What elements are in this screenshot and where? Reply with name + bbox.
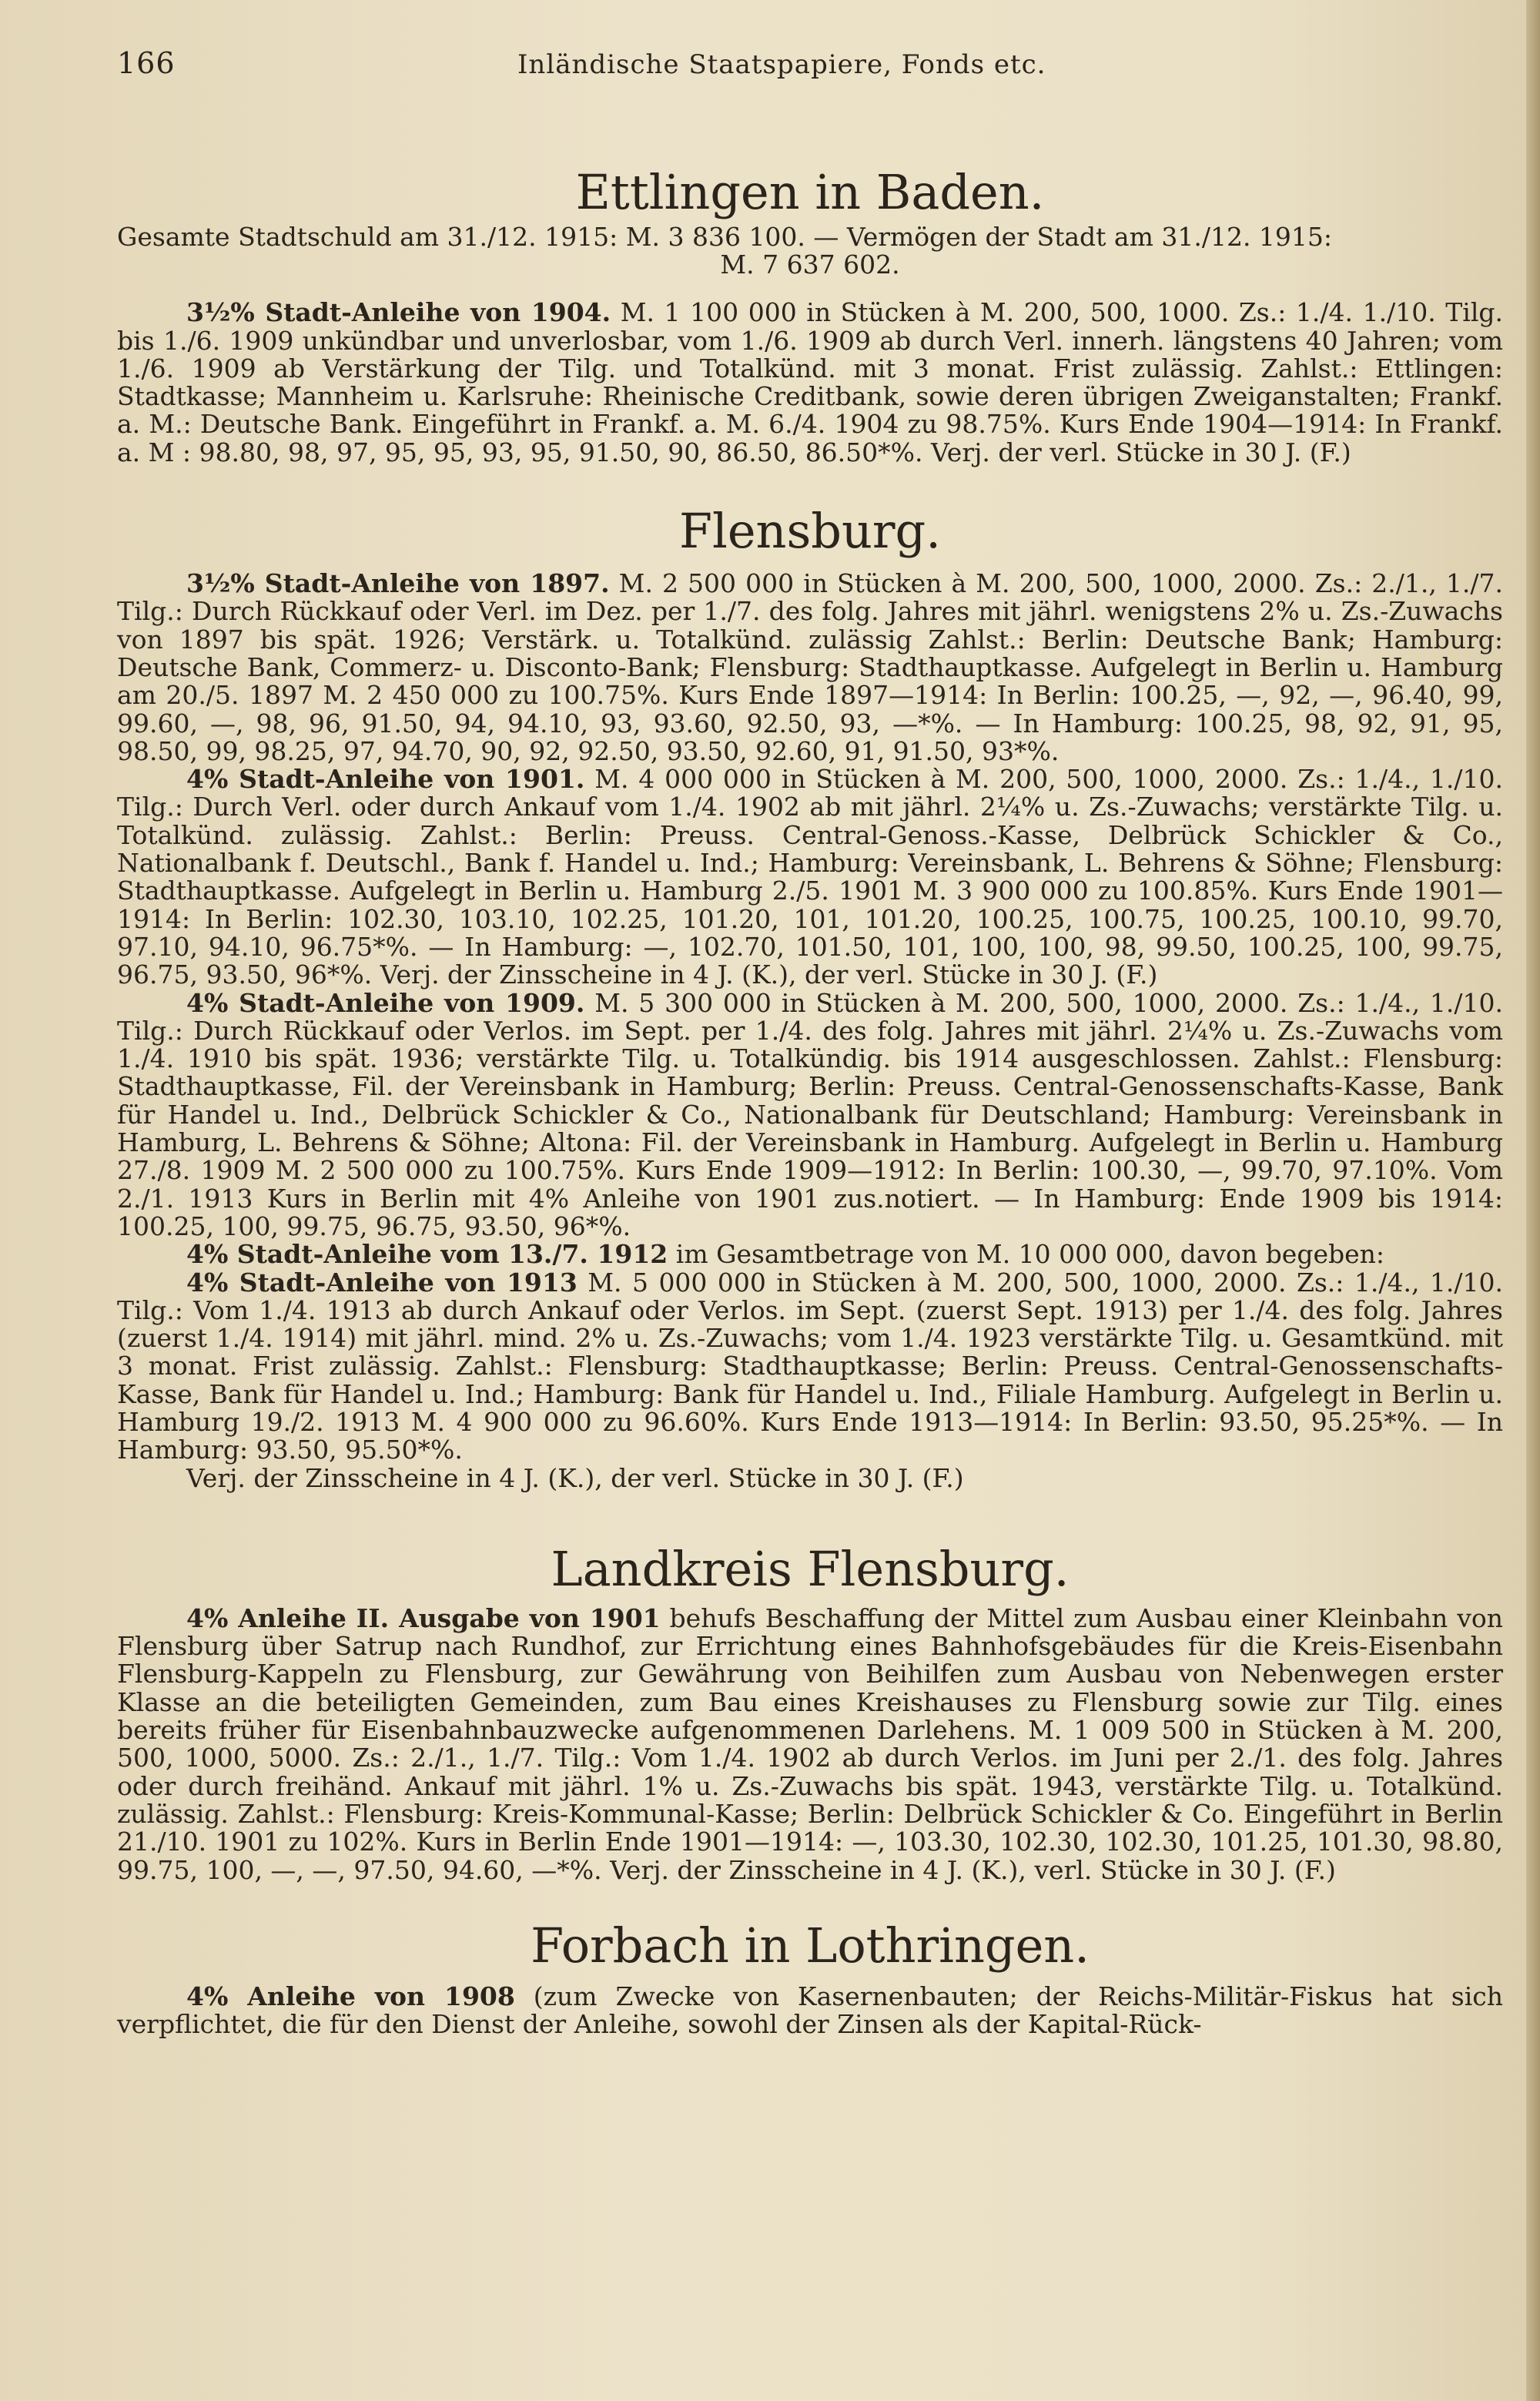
entry-label: 3½% Stadt-Anleihe von 1897. <box>186 568 610 599</box>
flensburg-loan-1913 <box>117 1269 1503 1465</box>
flensburg-limitation-note: Verj. der Zinsscheine in 4 J. (K.), der verl. Stücke in 30 J. (F.) <box>186 1462 964 1493</box>
ettlingen-debt-summary: Gesamte Stadtschuld am 31./12. 1915: M. 3 836 100. — Vermögen der Stadt am 31./12. 1915: <box>117 222 1333 252</box>
entry-text: M. 2 500 000 in Stücken à M. 200, 500, 1000, 2000. Zs.: 2./1., 1./7. Tilg.: Durch Rückkauf oder Verl. im Dez. per 1./7. des folg. Jahres mit jährl. wenigstens 2% u. Zs.-Zuwachs von 1897 bis spät. 1926; Verstärk. u. Totalkünd. zulässig Zahlst.: Berlin: Deutsche Bank; Hamburg: Deutsche Bank, Commerz- u. Disconto-Bank; Flensburg: Stadthauptkasse. Aufgelegt in Berlin u. Hamburg am 20./5. 1897 M. 2 450 000 zu 100.75%. Kurs Ende 1897—1914: In Berlin: 100.25, —, 92, —, 96.40, 99, 99.60, —, 98, 96, 91.50, 94, 94.10, 93, 93.60, 92.50, 93, —*%. — In Hamburg: 100.25, 98, 92, 91, 95, 98.50, 99, 98.25, 97, 94.70, 90, 92, 92.50, 93.50, 92.60, 91, 91.50, 93*%. <box>117 568 1503 766</box>
entry-text: M. 5 300 000 in Stücken à M. 200, 500, 1000, 2000. Zs.: 1./4., 1./10. Tilg.: Durch Rückkauf oder Verlos. im Sept. per 1./4. des folg. Jahres mit jährl. 2¼% u. Zs.-Zuwachs vom 1./4. 1910 bis spät. 1936; verstärkte Tilg. u. Totalkündig. bis 1914 ausgeschlossen. Zahlst.: Flensburg: Stadthauptkasse, Fil. der Vereinsbank in Hamburg; Berlin: Preuss. Central-Genossenschafts-Kasse, Bank für Handel u. Ind., Delbrück Schickler & Co., Nationalbank für Deutschland; Hamburg: Vereinsbank in Hamburg, L. Behrens & Söhne; Altona: Fil. der Vereinsbank in Hamburg. Aufgelegt in Berlin u. Hamburg 27./8. 1909 M. 2 500 000 zu 100.75%. Kurs Ende 1909—1912: In Berlin: 100.30, —, 99.70, 97.10%. Vom 2./1. 1913 Kurs in Berlin mit 4% Anleihe von 1901 zus.notiert. — In Hamburg: Ende 1909 bis 1914: 100.25, 100, 99.75, 96.75, 93.50, 96*%. <box>117 987 1503 1241</box>
forbach-loan-1908 <box>117 1983 1503 2039</box>
entry-text: M. 5 000 000 in Stücken à M. 200, 500, 1000, 2000. Zs.: 1./4., 1./10. Tilg.: Vom 1./4. 1913 ab durch Ankauf oder Verlos. im Sept. (zuerst Sept. 1913) per 1./4. des folg. Jahres (zuerst 1./4. 1914) mit jährl. mind. 2% u. Zs.-Zuwachs; vom 1./4. 1923 verstärkte Tilg. u. Gesamtkünd. mit 3 monat. Frist zulässig. Zahlst.: Flensburg: Stadthauptkasse; Berlin: Preuss. Central-Genossenschafts-Kasse, Bank für Handel u. Ind.; Hamburg: Bank für Handel u. Ind., Filiale Hamburg. Aufgelegt in Berlin u. Hamburg 19./2. 1913 M. 4 900 000 zu 96.60%. Kurs Ende 1913—1914: In Berlin: 93.50, 95.25*%. — In Hamburg: 93.50, 95.50*%. <box>117 1267 1503 1465</box>
entry-label: 4% Stadt-Anleihe von 1901. <box>186 764 585 795</box>
ettlingen-loan-1904 <box>117 299 1503 467</box>
flensburg-loan-1901 <box>117 765 1503 989</box>
entry-label: 4% Anleihe II. Ausgabe von 1901 <box>186 1602 661 1633</box>
landkreis-loan-1901 <box>117 1602 1503 1885</box>
page-number: 166 <box>117 46 176 80</box>
entry-text: M. 1 100 000 in Stücken à M. 200, 500, 1000. Zs.: 1./4. 1./10. Tilg. bis 1./6. 1909 unkündbar und unverlosbar, vom 1./6. 1909 ab durch Verl. innerh. längstens 40 Jahren; vom 1./6. 1909 ab Verstärkung der Tilg. und Totalkünd. mit 3 monat. Frist zulässig. Zahlst.: Ettlingen: Stadtkasse; Mannheim u. Karlsruhe: Rheinische Creditbank, sowie deren übrigen Zweiganstalten; Frankf. a. M.: Deutsche Bank. Eingeführt in Frankf. a. M. 6./4. 1904 zu 98.75%. Kurs Ende 1904—1914: In Frankf. a. M : 98.80, 98, 97, 95, 95, 93, 95, 91.50, 90, 86.50, 86.50*%. Verj. der verl. Stücke in 30 J. (F.) <box>117 297 1503 467</box>
flensburg-loan-1909 <box>117 987 1503 1241</box>
flensburg-loan-1912 <box>117 1241 1503 1268</box>
running-title: Inländische Staatspapiere, Fonds etc. <box>517 49 1046 80</box>
entry-label: 4% Anleihe von 1908 <box>186 1981 515 2011</box>
flensburg-loan-1897 <box>117 570 1503 765</box>
section-title-ettlingen: Ettlingen in Baden. <box>575 164 1045 220</box>
entry-label: 4% Stadt-Anleihe von 1909. <box>186 987 585 1018</box>
entry-label: 3½% Stadt-Anleihe von 1904. <box>186 297 611 328</box>
entry-text: (zum Zwecke von Kasernenbauten; der Reichs-Militär-Fiskus hat sich verpflichtet, die für den Dienst der Anleihe, sowohl der Zinsen als der Kapital-Rück- <box>117 1981 1503 2040</box>
entry-label: 4% Stadt-Anleihe von 1913 <box>186 1267 578 1298</box>
entry-text: behufs Beschaffung der Mittel zum Ausbau einer Kleinbahn von Flensburg über Satrup nach Rundhof, zur Errichtung eines Bahnhofsgebäudes für die Kreis-Eisenbahn Flensburg-Kappeln zu Flensburg, zur Gewährung von Beihilfen zum Ausbau von Nebenwegen erster Klasse an die beteiligten Gemeinden, zum Bau eines Kreishauses zu Flensburg sowie zur Tilg. eines bereits früher für Eisenbahnbauzwecke aufgenommenen Darlehens. M. 1 009 500 in Stücken à M. 200, 500, 1000, 5000. Zs.: 2./1., 1./7. Tilg.: Vom 1./4. 1902 ab durch Verlos. im Juni per 2./1. des folg. Jahres oder durch freihänd. Ankauf mit jährl. 1% u. Zs.-Zuwachs bis spät. 1943, verstärkte Tilg. u. Totalkünd. zulässig. Zahlst.: Flensburg: Kreis-Kommunal-Kasse; Berlin: Delbrück Schickler & Co. Eingeführt in Berlin 21./10. 1901 zu 102%. Kurs in Berlin Ende 1901—1914: —, 103.30, 102.30, 102.30, 101.25, 101.30, 98.80, 99.75, 100, —, —, 97.50, 94.60, —*%. Verj. der Zinsscheine in 4 J. (K.), verl. Stücke in 30 J. (F.) <box>117 1602 1503 1885</box>
section-title-flensburg: Flensburg. <box>679 503 941 560</box>
section-title-forbach: Forbach in Lothringen. <box>531 1917 1090 1974</box>
page-header <box>117 46 1503 92</box>
page-content <box>117 46 1503 2038</box>
page-edge-shadow <box>1526 0 1540 2401</box>
entry-text: M. 4 000 000 in Stücken à M. 200, 500, 1000, 2000. Zs.: 1./4., 1./10. Tilg.: Durch Verl. oder durch Ankauf vom 1./4. 1902 ab mit jährl. 2¼% u. Zs.-Zuwachs; verstärkte Tilg. u. Totalkünd. zulässig. Zahlst.: Berlin: Preuss. Central-Genoss.-Kasse, Delbrück Schickler & Co., Nationalbank f. Deutschl., Bank f. Handel u. Ind.; Hamburg: Vereinsbank, L. Behrens & Söhne; Flensburg: Stadthauptkasse. Aufgelegt in Berlin u. Hamburg 2./5. 1901 M. 3 900 000 zu 100.85%. Kurs Ende 1901—1914: In Berlin: 102.30, 103.10, 102.25, 101.20, 101, 101.20, 100.25, 100.75, 100.25, 100.10, 99.70, 97.10, 94.10, 96.75*%. — In Hamburg: —, 102.70, 101.50, 101, 100, 100, 98, 99.50, 100.25, 100, 99.75, 96.75, 93.50, 96*%. Verj. der Zinsscheine in 4 J. (K.), der verl. Stücke in 30 J. (F.) <box>117 764 1503 990</box>
entry-text: im Gesamtbetrage von M. 10 000 000, davon begeben: <box>675 1239 1384 1270</box>
section-title-landkreis-flensburg: Landkreis Flensburg. <box>551 1540 1070 1597</box>
ettlingen-assets: M. 7 637 602. <box>720 249 900 280</box>
entry-label: 4% Stadt-Anleihe vom 13./7. 1912 <box>186 1239 668 1270</box>
